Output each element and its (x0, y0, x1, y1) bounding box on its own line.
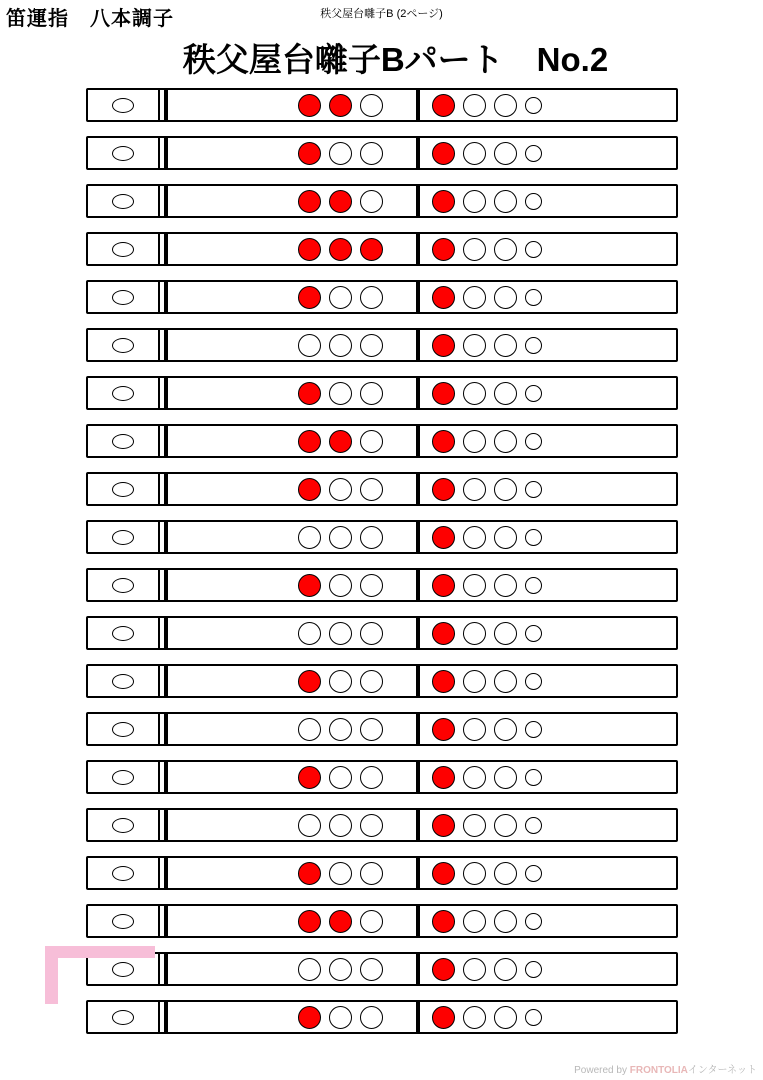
fingering-row (86, 472, 678, 506)
barline-middle (416, 714, 420, 744)
hole-closed-icon (298, 766, 321, 789)
hole-closed-icon (432, 94, 455, 117)
note-cell (88, 330, 160, 360)
hole-open-icon (329, 574, 352, 597)
fingering-group-right (432, 858, 542, 888)
hole-small-open-icon (525, 529, 542, 546)
hole-open-icon (360, 286, 383, 309)
hole-open-icon (329, 526, 352, 549)
note-head-oval-icon (112, 242, 134, 257)
fingering-group-left (298, 762, 383, 792)
hole-small-open-icon (525, 961, 542, 978)
barline-middle (416, 762, 420, 792)
fingering-group-left (298, 858, 383, 888)
fingering-group-right (432, 234, 542, 264)
note-cell (88, 138, 160, 168)
fingering-group-left (298, 570, 383, 600)
fingering-row (86, 328, 678, 362)
hole-open-icon (329, 814, 352, 837)
hole-open-icon (360, 862, 383, 885)
hole-closed-icon (298, 670, 321, 693)
fingering-group-left (298, 906, 383, 936)
fingering-group-left (298, 666, 383, 696)
fingering-group-right (432, 474, 542, 504)
barline-left (164, 138, 168, 168)
note-head-oval-icon (112, 818, 134, 833)
barline-left (164, 90, 168, 120)
hole-open-icon (298, 958, 321, 981)
hole-open-icon (463, 814, 486, 837)
hole-small-open-icon (525, 145, 542, 162)
hole-small-open-icon (525, 337, 542, 354)
hole-open-icon (494, 670, 517, 693)
page-title: 秩父屋台囃子Bパート No.2 (182, 41, 609, 78)
hole-open-icon (463, 526, 486, 549)
hole-closed-icon (329, 910, 352, 933)
barline-left (164, 858, 168, 888)
hole-open-icon (494, 718, 517, 741)
hole-open-icon (360, 958, 383, 981)
hole-closed-icon (298, 94, 321, 117)
fingering-group-right (432, 186, 542, 216)
footer-brand: FRONTOLIA (629, 1065, 688, 1076)
barline-middle (416, 618, 420, 648)
fingering-group-left (298, 426, 383, 456)
hole-closed-icon (432, 766, 455, 789)
note-cell (88, 282, 160, 312)
hole-small-open-icon (525, 193, 542, 210)
hole-open-icon (463, 910, 486, 933)
hole-open-icon (360, 1006, 383, 1029)
hole-open-icon (494, 814, 517, 837)
hole-open-icon (360, 526, 383, 549)
barline-left (164, 1002, 168, 1032)
barline-left (164, 522, 168, 552)
fingering-row (86, 568, 678, 602)
hole-closed-icon (298, 190, 321, 213)
hole-open-icon (360, 142, 383, 165)
fingering-row (86, 760, 678, 794)
barline-middle (416, 570, 420, 600)
hole-small-open-icon (525, 433, 542, 450)
barline-middle (416, 90, 420, 120)
barline-middle (416, 954, 420, 984)
note-head-oval-icon (112, 770, 134, 785)
note-head-oval-icon (112, 98, 134, 113)
barline-middle (416, 474, 420, 504)
hole-closed-icon (432, 1006, 455, 1029)
fingering-group-right (432, 138, 542, 168)
barline-middle (416, 906, 420, 936)
note-head-oval-icon (112, 722, 134, 737)
hole-open-icon (494, 862, 517, 885)
hole-open-icon (298, 334, 321, 357)
hole-closed-icon (298, 142, 321, 165)
hole-closed-icon (329, 190, 352, 213)
fingering-group-right (432, 1002, 542, 1032)
hole-small-open-icon (525, 769, 542, 786)
hole-open-icon (360, 718, 383, 741)
hole-open-icon (360, 94, 383, 117)
hole-closed-icon (432, 382, 455, 405)
hole-closed-icon (298, 910, 321, 933)
barline-left (164, 810, 168, 840)
hole-closed-icon (432, 142, 455, 165)
hole-open-icon (360, 910, 383, 933)
hole-small-open-icon (525, 625, 542, 642)
hole-open-icon (463, 286, 486, 309)
hole-open-icon (463, 478, 486, 501)
fingering-group-right (432, 810, 542, 840)
note-head-oval-icon (112, 866, 134, 881)
pink-highlight-marker (45, 946, 155, 1004)
hole-open-icon (360, 430, 383, 453)
note-head-oval-icon (112, 578, 134, 593)
fingering-group-right (432, 522, 542, 552)
page-subtitle: 秩父屋台囃子B (2ページ) (320, 8, 443, 20)
hole-open-icon (494, 958, 517, 981)
barline-left (164, 186, 168, 216)
hole-closed-icon (298, 862, 321, 885)
fingering-group-left (298, 474, 383, 504)
note-head-oval-icon (112, 194, 134, 209)
barline-middle (416, 1002, 420, 1032)
hole-open-icon (360, 478, 383, 501)
barline-middle (416, 330, 420, 360)
hole-open-icon (329, 718, 352, 741)
hole-open-icon (494, 238, 517, 261)
fingering-group-right (432, 426, 542, 456)
hole-open-icon (463, 574, 486, 597)
hole-closed-icon (432, 670, 455, 693)
hole-open-icon (329, 670, 352, 693)
hole-small-open-icon (525, 97, 542, 114)
hole-open-icon (298, 718, 321, 741)
hole-closed-icon (432, 478, 455, 501)
fingering-group-left (298, 522, 383, 552)
fingering-group-left (298, 1002, 383, 1032)
note-cell (88, 570, 160, 600)
hole-open-icon (360, 382, 383, 405)
note-head-oval-icon (112, 338, 134, 353)
hole-small-open-icon (525, 673, 542, 690)
note-head-oval-icon (112, 530, 134, 545)
hole-closed-icon (432, 958, 455, 981)
fingering-group-right (432, 378, 542, 408)
hole-small-open-icon (525, 289, 542, 306)
hole-open-icon (494, 334, 517, 357)
note-head-oval-icon (112, 674, 134, 689)
fingering-group-right (432, 906, 542, 936)
hole-open-icon (463, 430, 486, 453)
hole-open-icon (463, 862, 486, 885)
fingering-group-right (432, 90, 542, 120)
fingering-group-right (432, 570, 542, 600)
hole-open-icon (494, 574, 517, 597)
hole-open-icon (494, 286, 517, 309)
barline-middle (416, 186, 420, 216)
hole-closed-icon (298, 574, 321, 597)
hole-open-icon (329, 334, 352, 357)
hole-closed-icon (298, 478, 321, 501)
note-head-oval-icon (112, 482, 134, 497)
footer-credit (574, 1061, 757, 1076)
barline-left (164, 618, 168, 648)
fingering-row (86, 616, 678, 650)
barline-middle (416, 522, 420, 552)
hole-open-icon (463, 622, 486, 645)
hole-open-icon (463, 670, 486, 693)
hole-open-icon (494, 94, 517, 117)
barline-left (164, 762, 168, 792)
fingering-group-right (432, 954, 542, 984)
note-head-oval-icon (112, 434, 134, 449)
fingering-row (86, 376, 678, 410)
note-cell (88, 426, 160, 456)
barline-left (164, 234, 168, 264)
hole-closed-icon (329, 94, 352, 117)
note-cell (88, 234, 160, 264)
fingering-row (86, 280, 678, 314)
barline-left (164, 282, 168, 312)
hole-open-icon (463, 142, 486, 165)
hole-open-icon (494, 910, 517, 933)
barline-left (164, 666, 168, 696)
hole-open-icon (329, 286, 352, 309)
note-cell (88, 186, 160, 216)
fingering-row (86, 136, 678, 170)
note-cell (88, 90, 160, 120)
hole-closed-icon (298, 1006, 321, 1029)
hole-open-icon (494, 142, 517, 165)
fingering-group-right (432, 330, 542, 360)
hole-open-icon (360, 622, 383, 645)
fingering-row (86, 856, 678, 890)
fingering-group-left (298, 954, 383, 984)
hole-open-icon (360, 766, 383, 789)
hole-open-icon (360, 574, 383, 597)
fingering-group-left (298, 810, 383, 840)
note-cell (88, 474, 160, 504)
note-cell (88, 858, 160, 888)
fingering-group-right (432, 666, 542, 696)
hole-open-icon (360, 190, 383, 213)
note-cell (88, 522, 160, 552)
hole-closed-icon (298, 382, 321, 405)
fingering-group-left (298, 618, 383, 648)
barline-left (164, 570, 168, 600)
note-head-oval-icon (112, 1010, 134, 1025)
hole-open-icon (494, 478, 517, 501)
note-cell (88, 906, 160, 936)
hole-open-icon (298, 814, 321, 837)
hole-closed-icon (432, 334, 455, 357)
barline-middle (416, 234, 420, 264)
hole-closed-icon (432, 622, 455, 645)
hole-open-icon (329, 958, 352, 981)
marker-vertical-bar (45, 946, 58, 1004)
hole-open-icon (494, 766, 517, 789)
note-head-oval-icon (112, 626, 134, 641)
fingering-group-left (298, 330, 383, 360)
barline-left (164, 954, 168, 984)
fingering-row (86, 808, 678, 842)
hole-small-open-icon (525, 721, 542, 738)
fingering-row (86, 952, 678, 986)
hole-open-icon (463, 1006, 486, 1029)
note-head-oval-icon (112, 386, 134, 401)
fingering-rows (86, 88, 678, 1048)
hole-open-icon (329, 766, 352, 789)
barline-left (164, 906, 168, 936)
hole-open-icon (494, 526, 517, 549)
hole-open-icon (463, 382, 486, 405)
fingering-group-left (298, 234, 383, 264)
note-cell (88, 762, 160, 792)
fingering-group-right (432, 282, 542, 312)
hole-open-icon (329, 142, 352, 165)
barline-middle (416, 426, 420, 456)
hole-small-open-icon (525, 577, 542, 594)
fingering-group-left (298, 186, 383, 216)
note-cell (88, 810, 160, 840)
fingering-row (86, 904, 678, 938)
hole-small-open-icon (525, 481, 542, 498)
hole-closed-icon (432, 190, 455, 213)
hole-open-icon (494, 430, 517, 453)
hole-open-icon (463, 958, 486, 981)
hole-open-icon (329, 478, 352, 501)
barline-left (164, 378, 168, 408)
hole-open-icon (329, 1006, 352, 1029)
hole-small-open-icon (525, 241, 542, 258)
fingering-row (86, 184, 678, 218)
hole-open-icon (360, 814, 383, 837)
hole-open-icon (463, 334, 486, 357)
fingering-group-left (298, 138, 383, 168)
hole-open-icon (329, 622, 352, 645)
hole-closed-icon (329, 430, 352, 453)
hole-closed-icon (432, 910, 455, 933)
note-cell (88, 714, 160, 744)
hole-open-icon (463, 94, 486, 117)
hole-open-icon (329, 862, 352, 885)
hole-small-open-icon (525, 1009, 542, 1026)
fingering-row (86, 520, 678, 554)
fingering-group-right (432, 762, 542, 792)
fingering-row (86, 664, 678, 698)
fingering-row (86, 712, 678, 746)
barline-middle (416, 666, 420, 696)
fingering-group-right (432, 618, 542, 648)
hole-closed-icon (432, 526, 455, 549)
hole-closed-icon (432, 238, 455, 261)
hole-small-open-icon (525, 817, 542, 834)
fingering-row (86, 1000, 678, 1034)
fingering-group-left (298, 90, 383, 120)
hole-closed-icon (432, 718, 455, 741)
note-cell (88, 618, 160, 648)
hole-open-icon (463, 718, 486, 741)
hole-open-icon (494, 382, 517, 405)
fingering-group-right (432, 714, 542, 744)
hole-closed-icon (298, 430, 321, 453)
fingering-row (86, 232, 678, 266)
hole-closed-icon (298, 286, 321, 309)
fingering-group-left (298, 714, 383, 744)
hole-open-icon (494, 190, 517, 213)
hole-open-icon (463, 238, 486, 261)
barline-left (164, 426, 168, 456)
barline-middle (416, 858, 420, 888)
note-cell (88, 666, 160, 696)
hole-open-icon (494, 1006, 517, 1029)
barline-left (164, 474, 168, 504)
fingering-group-left (298, 378, 383, 408)
hole-open-icon (360, 670, 383, 693)
hole-small-open-icon (525, 865, 542, 882)
hole-open-icon (298, 526, 321, 549)
footer-suffix: インターネット (687, 1065, 757, 1076)
instrument-label: 笛運指 八本調子 (6, 8, 174, 30)
note-cell (88, 378, 160, 408)
hole-closed-icon (432, 862, 455, 885)
note-head-oval-icon (112, 290, 134, 305)
barline-middle (416, 282, 420, 312)
hole-open-icon (360, 334, 383, 357)
note-cell (88, 1002, 160, 1032)
hole-small-open-icon (525, 385, 542, 402)
marker-horizontal-bar (45, 946, 155, 958)
note-head-oval-icon (112, 146, 134, 161)
barline-middle (416, 810, 420, 840)
fingering-row (86, 88, 678, 122)
barline-middle (416, 138, 420, 168)
note-head-oval-icon (112, 914, 134, 929)
hole-open-icon (298, 622, 321, 645)
barline-left (164, 330, 168, 360)
hole-open-icon (463, 766, 486, 789)
barline-middle (416, 378, 420, 408)
barline-left (164, 714, 168, 744)
hole-open-icon (329, 382, 352, 405)
hole-closed-icon (329, 238, 352, 261)
fingering-group-left (298, 282, 383, 312)
hole-open-icon (463, 190, 486, 213)
hole-closed-icon (432, 574, 455, 597)
hole-open-icon (494, 622, 517, 645)
hole-small-open-icon (525, 913, 542, 930)
hole-closed-icon (432, 286, 455, 309)
fingering-row (86, 424, 678, 458)
hole-closed-icon (432, 814, 455, 837)
footer-prefix: Powered by (574, 1065, 630, 1076)
hole-closed-icon (432, 430, 455, 453)
hole-closed-icon (298, 238, 321, 261)
hole-closed-icon (360, 238, 383, 261)
